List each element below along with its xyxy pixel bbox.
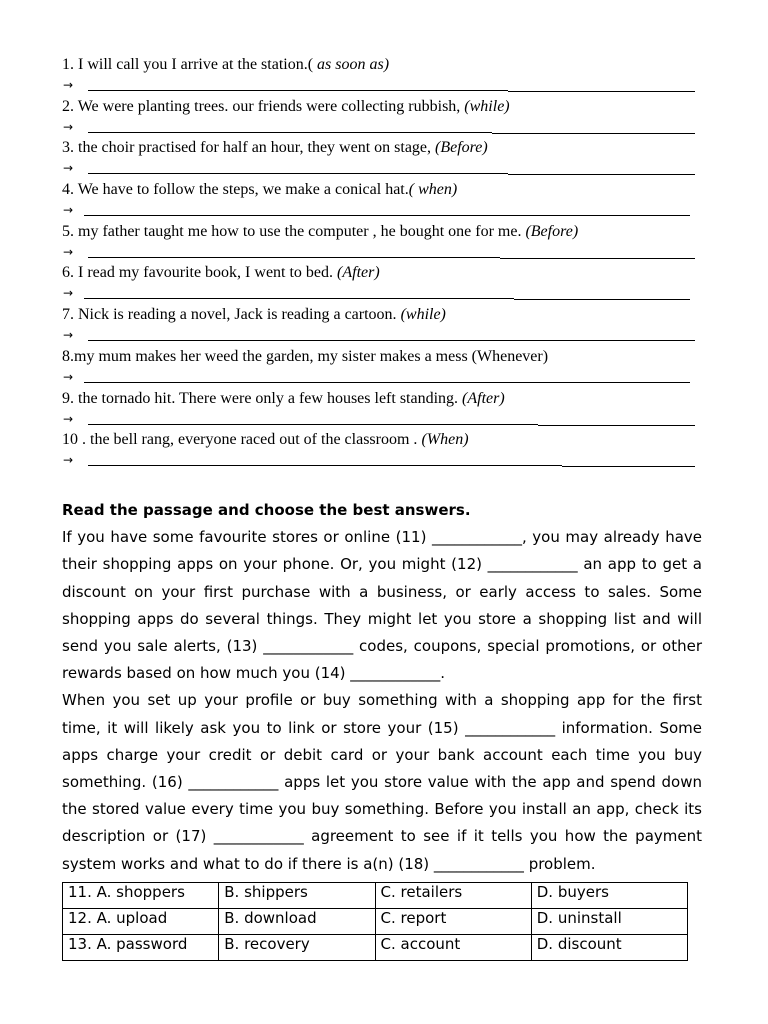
option-cell[interactable]: B. download bbox=[219, 909, 375, 935]
exercise-item bbox=[62, 96, 702, 138]
conjunction-hint: (After) bbox=[337, 264, 380, 282]
answer-line[interactable] bbox=[62, 159, 702, 178]
exercise-item bbox=[62, 137, 702, 179]
exercise-sentence: 7. Nick is reading a novel, Jack is reading a cartoon. (while) bbox=[62, 306, 446, 324]
exercise-item bbox=[62, 54, 702, 96]
conjunction-hint: (Before) bbox=[435, 139, 488, 157]
answer-line[interactable] bbox=[62, 201, 702, 220]
arrow-icon: → bbox=[63, 411, 74, 426]
exercise-sentence: 8.my mum makes her weed the garden, my sister makes a mess (Whenever) bbox=[62, 347, 549, 365]
answer-line[interactable] bbox=[62, 76, 702, 95]
conjunction-hint: (while) bbox=[400, 306, 446, 324]
passage-paragraph: When you set up your profile or buy something with a shopping app for the first time, it will likely ask you to link or store your (15) ____________ information. Some apps charge your credit or debit card or your bank account each time you buy something. (16) ____________ apps let you store value with the app and spend down the stored value every time you buy something. Before you install an app, check its description or (17) ____________ agreement to see if it tells you how the payment system works and what to do if there is a(n) (18) ____________ problem. bbox=[62, 691, 702, 873]
table-row bbox=[63, 883, 688, 909]
arrow-icon: → bbox=[63, 286, 74, 301]
option-cell[interactable]: D. buyers bbox=[531, 883, 687, 909]
exercise-item bbox=[62, 221, 702, 263]
exercise-item bbox=[62, 429, 702, 471]
table-row bbox=[63, 935, 688, 961]
option-cell[interactable]: B. recovery bbox=[219, 935, 375, 961]
exercise-sentence: 10 . the bell rang, everyone raced out of the classroom . (When) bbox=[62, 431, 469, 449]
arrow-icon: → bbox=[63, 369, 74, 384]
answer-line[interactable] bbox=[62, 243, 702, 262]
answer-line[interactable] bbox=[62, 410, 702, 429]
arrow-icon: → bbox=[63, 119, 74, 134]
option-cell[interactable]: D. discount bbox=[531, 935, 687, 961]
arrow-icon: → bbox=[63, 203, 74, 218]
arrow-icon: → bbox=[63, 328, 74, 343]
exercise-sentence: 3. the choir practised for half an hour, they went on stage, (Before) bbox=[62, 139, 488, 157]
exercise-sentence: 4. We have to follow the steps, we make a conical hat.( when) bbox=[62, 181, 458, 199]
option-cell[interactable]: 12. A. upload bbox=[63, 909, 219, 935]
conjunction-hint: (Before) bbox=[525, 222, 579, 240]
answer-line[interactable] bbox=[62, 451, 702, 470]
exercise-sentence: 6. I read my favourite book, I went to bed. (After) bbox=[62, 264, 380, 282]
arrow-icon: → bbox=[63, 78, 74, 92]
option-cell[interactable]: B. shippers bbox=[219, 883, 375, 909]
conjunction-hint: ( when) bbox=[408, 181, 458, 199]
reading-passage bbox=[62, 497, 702, 878]
option-cell[interactable]: C. retailers bbox=[375, 883, 531, 909]
option-cell[interactable]: C. account bbox=[375, 935, 531, 961]
exercise-sentence: 2. We were planting trees. our friends were collecting rubbish, (while) bbox=[62, 97, 510, 115]
exercise-item bbox=[62, 179, 702, 221]
arrow-icon: → bbox=[63, 244, 74, 259]
answer-line[interactable] bbox=[62, 326, 702, 345]
passage-heading: Read the passage and choose the best answers. bbox=[62, 501, 471, 519]
exercise-item bbox=[62, 262, 702, 304]
answer-options-table bbox=[62, 882, 688, 961]
option-cell[interactable]: D. uninstall bbox=[531, 909, 687, 935]
sentence-combining-exercise bbox=[62, 54, 702, 471]
answer-line[interactable] bbox=[62, 368, 702, 387]
conjunction-hint: (When) bbox=[421, 431, 469, 449]
arrow-icon: → bbox=[63, 453, 74, 468]
exercise-item bbox=[62, 346, 702, 388]
exercise-sentence: 1. I will call you I arrive at the station.( as soon as) bbox=[62, 56, 390, 73]
conjunction-hint: (while) bbox=[464, 97, 510, 115]
answer-line[interactable] bbox=[62, 284, 702, 303]
passage-paragraph: If you have some favourite stores or online (11) ____________, you may already have their shopping apps on your phone. Or, you might (12) ____________ an app to get a discount on your first purchase with a business, or early access to sales. Some shopping apps do several things. They might let you store a shopping list and will send you sale alerts, (13) ____________ codes, coupons, special promotions, or other rewards based on how much you (14) ____________. bbox=[62, 528, 702, 683]
exercise-sentence: 9. the tornado hit. There were only a few houses left standing. (After) bbox=[62, 389, 505, 407]
option-cell[interactable]: C. report bbox=[375, 909, 531, 935]
conjunction-hint: (After) bbox=[462, 389, 505, 407]
table-row bbox=[63, 909, 688, 935]
option-cell[interactable]: 13. A. password bbox=[63, 935, 219, 961]
exercise-sentence: 5. my father taught me how to use the computer , he bought one for me. (Before) bbox=[62, 222, 579, 240]
arrow-icon: → bbox=[63, 161, 74, 176]
answer-line[interactable] bbox=[62, 118, 702, 137]
exercise-item bbox=[62, 304, 702, 346]
option-cell[interactable]: 11. A. shoppers bbox=[63, 883, 219, 909]
exercise-item bbox=[62, 388, 702, 430]
conjunction-hint: as soon as) bbox=[313, 56, 390, 73]
